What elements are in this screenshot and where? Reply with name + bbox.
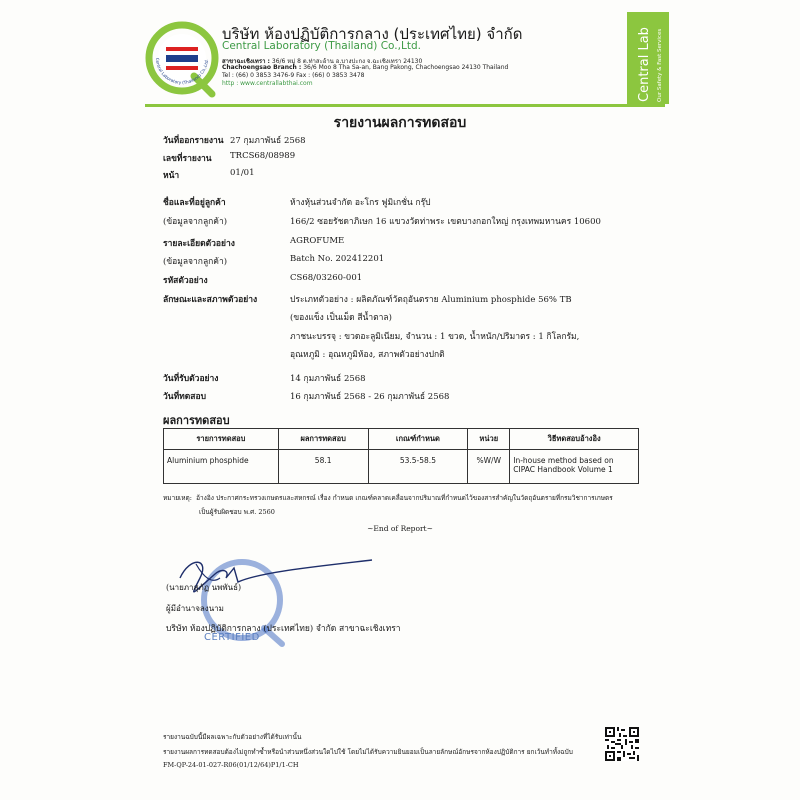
received-date-value: 14 กุมภาพันธ์ 2568 <box>290 374 366 384</box>
company-name-th: บริษัท ห้องปฏิบัติการกลาง (ประเทศไทย) จำกัด <box>222 25 523 43</box>
company-logo <box>142 18 220 102</box>
sample-code-label: รหัสตัวอย่าง <box>163 276 208 286</box>
logo-ring-text: Central Laboratory (Thailand) Co.,Ltd. <box>154 57 209 86</box>
customer-name: ห้างหุ้นส่วนจำกัด อะโกร ฟูมิเกชั่น กรุ๊ป <box>290 198 431 208</box>
table-row <box>164 450 639 484</box>
sample-code-value: CS68/03260-001 <box>290 273 363 283</box>
report-date-value: 27 กุมภาพันธ์ 2568 <box>230 136 306 146</box>
test-method-cell: In-house method based on CIPAC Handbook Volume 1 <box>510 450 639 484</box>
page-label: หน้า <box>163 171 180 181</box>
table-header-row <box>164 429 639 450</box>
remark-continuation: เป็นผู้รับผิดชอบ พ.ศ. 2560 <box>199 508 275 516</box>
column-header: รายการทดสอบ <box>164 429 279 450</box>
remark-line <box>163 493 613 503</box>
certified-stamp: CERTIFIED <box>204 632 260 643</box>
customer-address: 166/2 ซอยรัชดาภิเษก 16 แขวงวัดท่าพระ เขตบางกอกใหญ่ กรุงเทพมหานคร 10600 <box>290 217 601 227</box>
test-spec-cell: 53.5-58.5 <box>368 450 468 484</box>
test-unit-cell: %W/W <box>468 450 510 484</box>
side-tab-banner <box>627 12 669 104</box>
page-value: 01/01 <box>230 168 255 178</box>
sample-condition-line: (ของแข็ง เป็นเม็ด สีน้ำตาล) <box>290 313 392 323</box>
test-result-cell: 58.1 <box>278 450 368 484</box>
column-header: วิธีทดสอบอ้างอิง <box>510 429 639 450</box>
remark-label: หมายเหตุ: <box>163 494 192 502</box>
side-tab-tagline: Our Safety & Fast Services <box>657 28 663 102</box>
sample-condition-label: ลักษณะและสภาพตัวอย่าง <box>163 295 258 305</box>
qr-code <box>605 727 639 761</box>
test-date-label: วันที่ทดสอบ <box>163 392 206 402</box>
sample-condition-line: อุณหภูมิ : อุณหภูมิห้อง, สภาพตัวอย่างปกติ <box>290 350 445 360</box>
column-header: หน่วย <box>468 429 510 450</box>
sample-detail-label: รายละเอียดตัวอย่าง <box>163 239 235 249</box>
customer-label: ชื่อและที่อยู่ลูกค้า <box>163 198 226 208</box>
test-date-value: 16 กุมภาพันธ์ 2568 - 26 กุมภาพันธ์ 2568 <box>290 392 450 402</box>
remark-text: อ้างอิง ประกาศกระทรวงเกษตรและสหกรณ์ เรื่อง กำหนด เกณฑ์คลาดเคลื่อนจากปริมาณที่กำหนดไว้ของสารสำคัญในวัตถุอันตรายที่กรมวิชาการเกษตร <box>196 494 613 502</box>
branch-phone: Tel : (66) 0 3853 3476-9 Fax : (66) 0 3853 3478 <box>222 72 365 79</box>
sample-condition-line: ภาชนะบรรจุ : ขวดอะลูมิเนียม, จำนวน : 1 ขวด, น้ำหนัก/ปริมาตร : 1 กิโลกรัม, <box>290 332 580 342</box>
report-number-label: เลขที่รายงาน <box>163 154 212 164</box>
column-header: ผลการทดสอบ <box>278 429 368 450</box>
signatory-name: (นายภาสุภัฏ นพพันธ์) <box>166 583 242 592</box>
received-date-label: วันที่รับตัวอย่าง <box>163 374 219 384</box>
results-section-title: ผลการทดสอบ <box>163 414 230 427</box>
report-date-label: วันที่ออกรายงาน <box>163 136 224 146</box>
header-divider <box>145 104 665 107</box>
column-header: เกณฑ์กำหนด <box>368 429 468 450</box>
branch-address-en: Chachoengsao Branch : 36/6 Moo 8 Tha Sa-an, Bang Pakong, Chachoengsao 24130 Thailand <box>222 64 509 71</box>
sample-batch: Batch No. 202412201 <box>290 254 385 264</box>
customer-source-label: (ข้อมูลจากลูกค้า) <box>163 217 228 227</box>
report-number-value: TRCS68/08989 <box>230 151 296 161</box>
side-tab-title: Central Lab <box>637 27 652 102</box>
branch-address-th: สาขาฉะเชิงเทรา : 36/6 หมู่ 8 ต.ท่าสะอ้าน อ.บางปะกง จ.ฉะเชิงเทรา 24130 <box>222 58 423 65</box>
company-name-en: Central Laboratory (Thailand) Co.,Ltd. <box>222 40 421 52</box>
results-table <box>163 428 639 484</box>
end-of-report: ~End of Report~ <box>367 524 433 533</box>
report-title: รายงานผลการทดสอบ <box>333 115 467 131</box>
footer-note: รายงานผลการทดสอบต้องไม่ถูกทำซ้ำหรือนำส่วนหนึ่งส่วนใดไปใช้ โดยไม่ได้รับความยินยอมเป็นลายลักษณ์อักษรจากห้องปฏิบัติการ ยกเว้นทำทั้งฉบับ <box>163 748 573 756</box>
sample-detail-value: AGROFUME <box>290 236 345 246</box>
signatory-title: ผู้มีอำนาจลงนาม <box>166 604 224 613</box>
sample-source-label: (ข้อมูลจากลูกค้า) <box>163 257 228 267</box>
footer-note: รายงานฉบับนี้มีผลเฉพาะกับตัวอย่างที่ได้รับเท่านั้น <box>163 733 302 741</box>
company-website: http : www.centrallabthai.com <box>222 80 313 87</box>
test-item-cell: Aluminium phosphide <box>164 450 279 484</box>
signatory-company: บริษัท ห้องปฏิบัติการกลาง (ประเทศไทย) จำกัด สาขาฉะเชิงเทรา <box>166 624 401 634</box>
form-code: FM-QP-24-01-027-R06(01/12/64)P1/1-CH <box>163 761 299 769</box>
sample-condition-line: ประเภทตัวอย่าง : ผลิตภัณฑ์วัตถุอันตราย Aluminium phosphide 56% TB <box>290 295 572 305</box>
